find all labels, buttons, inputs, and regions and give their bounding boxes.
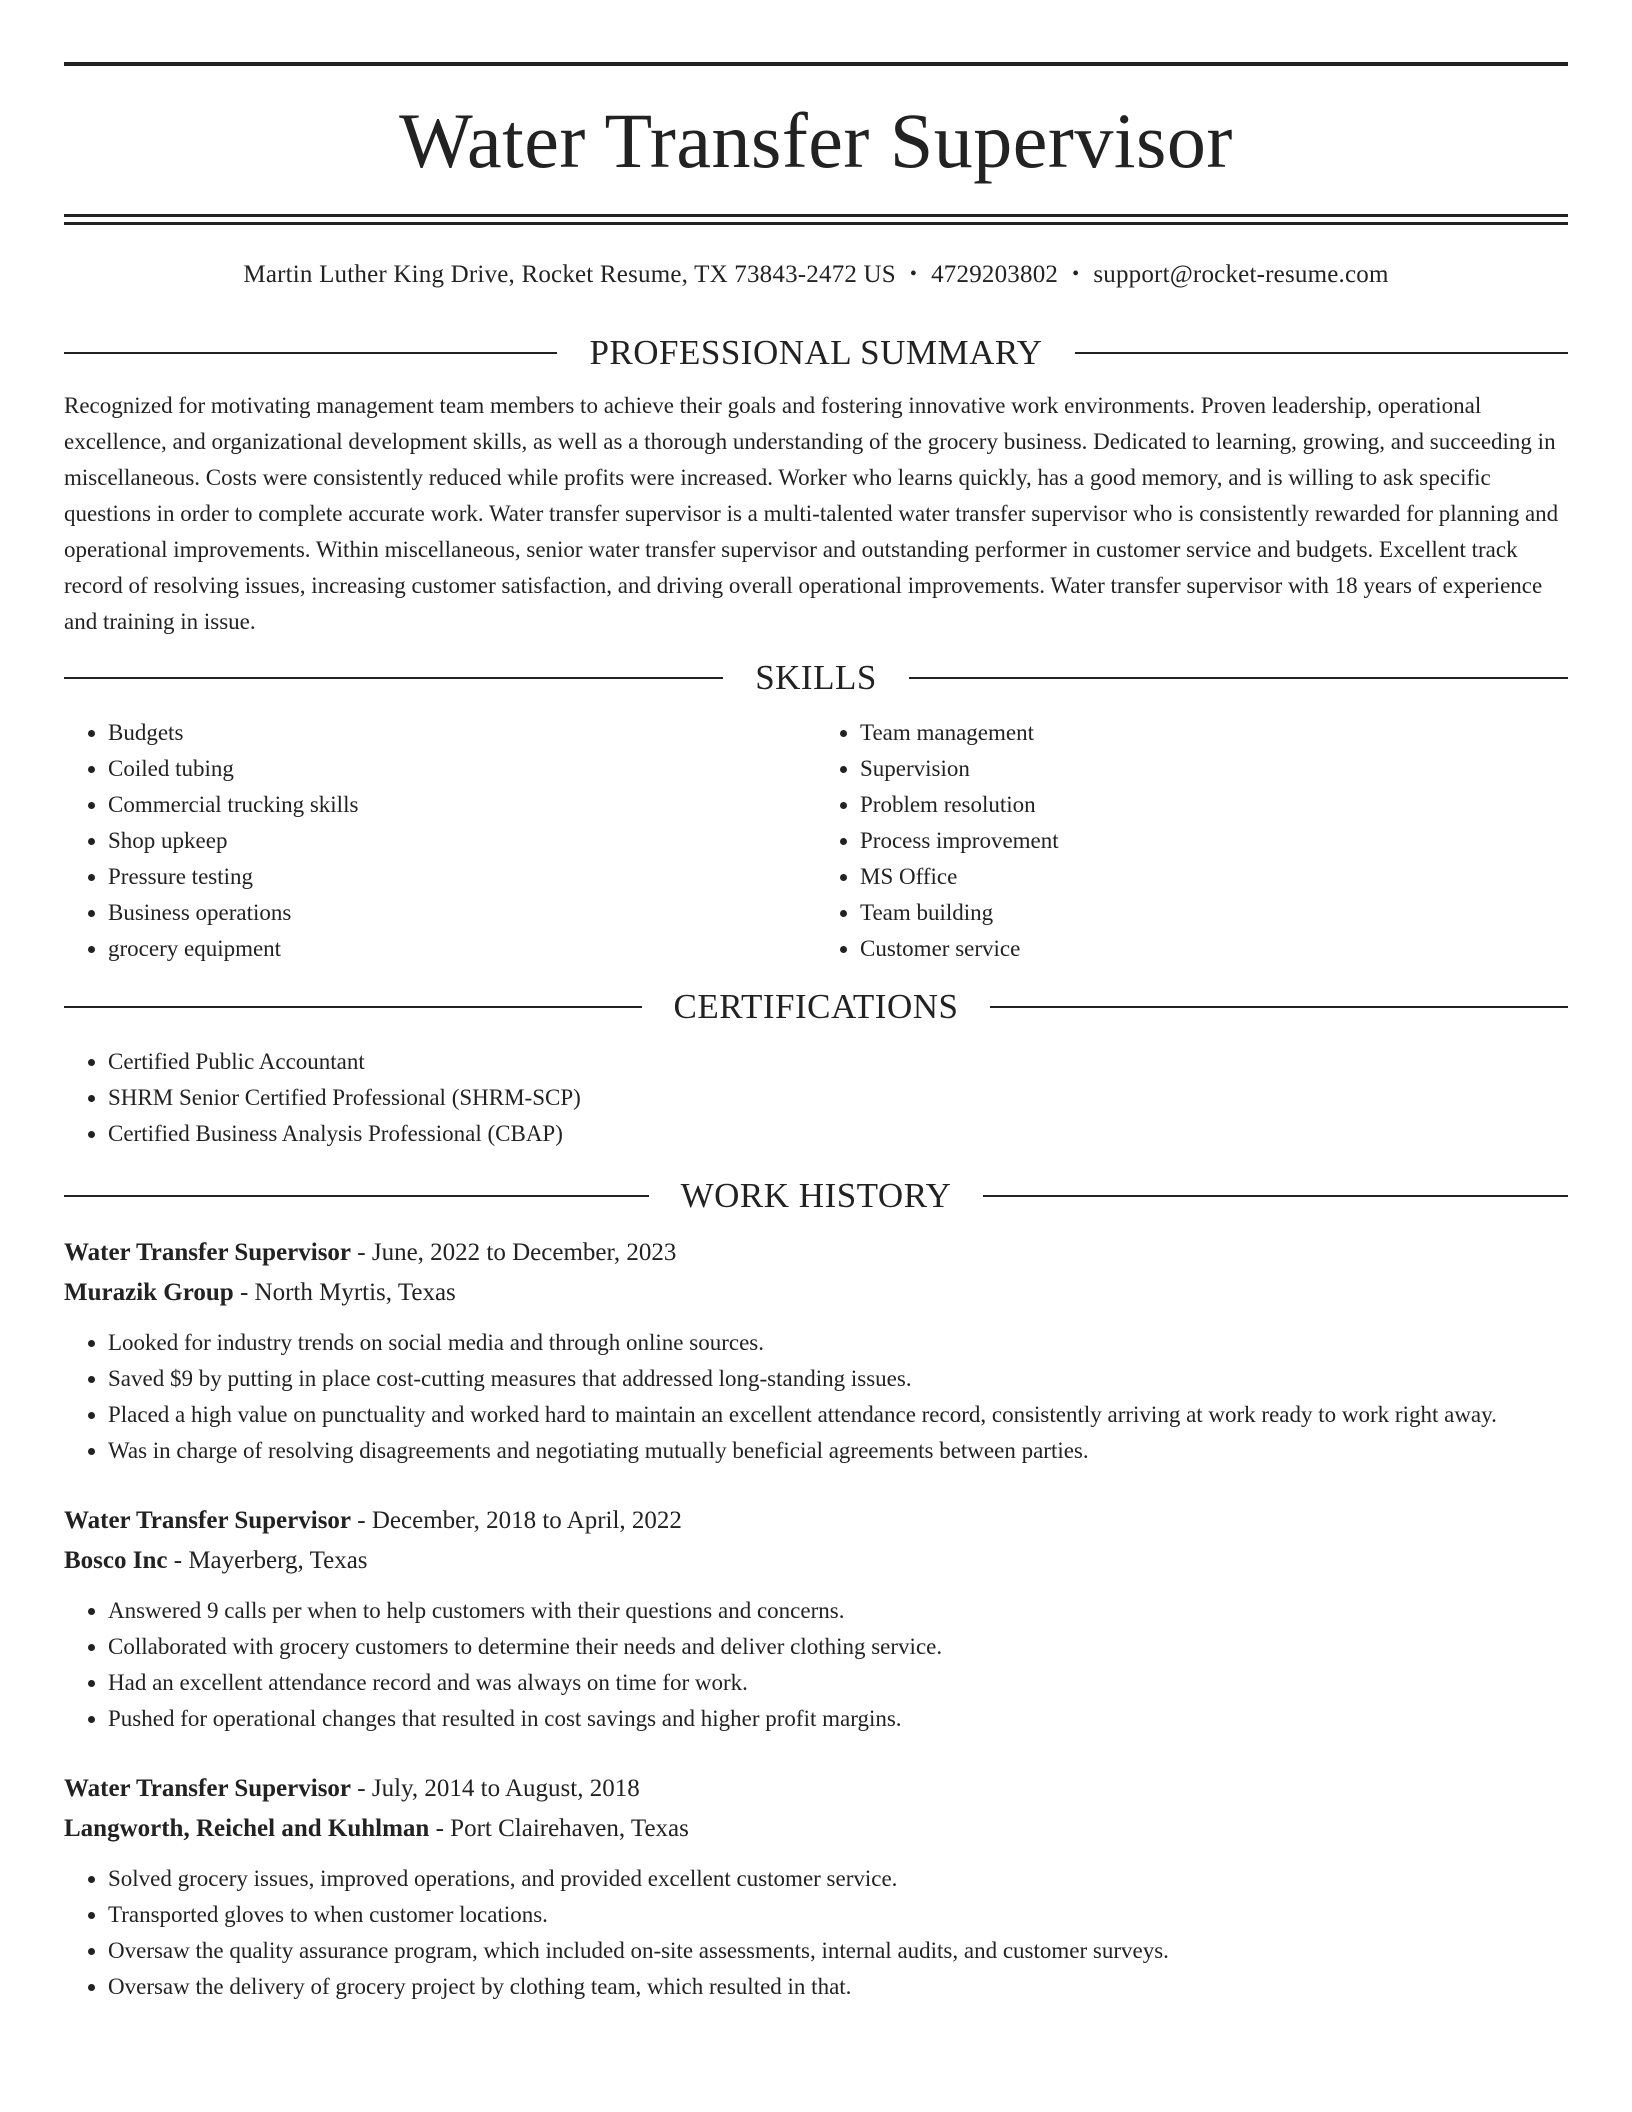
skill-item: • MS Office	[860, 859, 1568, 895]
job-dates: July, 2014 to August, 2018	[371, 1775, 640, 1802]
job-entry	[64, 1233, 1568, 1469]
certifications-title: CERTIFICATIONS	[673, 987, 959, 1026]
skill-item: • Problem resolution	[860, 787, 1568, 823]
header-top-rule	[64, 62, 1568, 66]
job-entry	[64, 1501, 1568, 1737]
job-bullet: • Answered 9 calls per when to help customers with their questions and concerns.	[108, 1593, 1568, 1629]
certification-item: • Certified Business Analysis Professional (CBAP)	[108, 1116, 1568, 1152]
resume-name: Water Transfer Supervisor	[399, 97, 1233, 184]
job-entry	[64, 1769, 1568, 2005]
job-bullet: • Oversaw the quality assurance program, which included on-site assessments, internal audits, and customer surveys.	[108, 1933, 1568, 1969]
heading-rule-left	[64, 1195, 649, 1197]
job-title-line: Water Transfer Supervisor - July, 2014 to August, 2018	[64, 1775, 640, 1802]
skill-item: • Process improvement	[860, 823, 1568, 859]
skill-item: • Team building	[860, 895, 1568, 931]
job-bullets	[64, 1325, 1568, 1469]
job-title: Water Transfer Supervisor	[64, 1239, 352, 1266]
contact-address: Martin Luther King Drive, Rocket Resume, TX 73843-2472 US	[243, 261, 896, 288]
job-company-line: Bosco Inc - Mayerberg, Texas	[64, 1547, 368, 1574]
skill-item: • Team management	[860, 715, 1568, 751]
job-location: Port Clairehaven, Texas	[450, 1815, 689, 1842]
summary-heading	[64, 335, 1568, 370]
skill-item: • Customer service	[860, 931, 1568, 967]
job-dates: December, 2018 to April, 2022	[371, 1507, 682, 1534]
job-title: Water Transfer Supervisor	[64, 1507, 352, 1534]
job-company: Langworth, Reichel and Kuhlman	[64, 1815, 430, 1842]
job-bullet: • Looked for industry trends on social media and through online sources.	[108, 1325, 1568, 1361]
header-double-rule	[64, 214, 1568, 225]
skill-item: • Coiled tubing	[108, 751, 816, 787]
job-bullets	[64, 1593, 1568, 1737]
heading-rule-right	[983, 1195, 1568, 1197]
job-bullet: • Collaborated with grocery customers to determine their needs and deliver clothing service.	[108, 1629, 1568, 1665]
job-bullet: • Had an excellent attendance record and was always on time for work.	[108, 1665, 1568, 1701]
heading-rule-left	[64, 352, 557, 354]
heading-rule-right	[990, 1006, 1568, 1008]
job-company-line: Langworth, Reichel and Kuhlman - Port Clairehaven, Texas	[64, 1815, 689, 1842]
job-company: Murazik Group	[64, 1279, 234, 1306]
heading-rule-right	[909, 677, 1568, 679]
heading-rule-left	[64, 677, 723, 679]
job-dates: June, 2022 to December, 2023	[371, 1239, 677, 1266]
skills-column-left	[64, 715, 816, 967]
certification-item: • SHRM Senior Certified Professional (SHRM-SCP)	[108, 1080, 1568, 1116]
contact-line	[64, 261, 1568, 289]
skill-item: • Shop upkeep	[108, 823, 816, 859]
skills-list	[64, 715, 1568, 967]
job-bullet: • Oversaw the delivery of grocery project by clothing team, which resulted in that.	[108, 1969, 1568, 2005]
work-history-title: WORK HISTORY	[680, 1176, 952, 1215]
job-bullet: • Pushed for operational changes that resulted in cost savings and higher profit margins.	[108, 1701, 1568, 1737]
skill-item: • Business operations	[108, 895, 816, 931]
contact-email[interactable]: support@rocket-resume.com	[1093, 261, 1389, 288]
skills-heading	[64, 660, 1568, 695]
heading-rule-left	[64, 1006, 642, 1008]
skill-item: • grocery equipment	[108, 931, 816, 967]
job-bullet: • Solved grocery issues, improved operations, and provided excellent customer service.	[108, 1861, 1568, 1897]
job-bullet: • Saved $9 by putting in place cost-cutting measures that addressed long-standing issues.	[108, 1361, 1568, 1397]
skill-item: • Pressure testing	[108, 859, 816, 895]
job-bullet: • Placed a high value on punctuality and worked hard to maintain an excellent attendance record, consistently arriving at work ready to work right away.	[108, 1397, 1568, 1433]
job-location: North Myrtis, Texas	[254, 1279, 456, 1306]
job-bullet: • Was in charge of resolving disagreements and negotiating mutually beneficial agreements between parties.	[108, 1433, 1568, 1469]
skill-item: • Supervision	[860, 751, 1568, 787]
contact-phone: 4729203802	[931, 261, 1059, 288]
skills-title: SKILLS	[755, 658, 877, 697]
contact-separator: •	[1072, 263, 1080, 285]
contact-separator: •	[909, 263, 918, 285]
certifications-heading	[64, 989, 1568, 1024]
summary-title: PROFESSIONAL SUMMARY	[589, 333, 1043, 372]
job-title-line: Water Transfer Supervisor - June, 2022 to December, 2023	[64, 1239, 677, 1266]
skills-column-right	[816, 715, 1568, 967]
job-bullets	[64, 1861, 1568, 2005]
job-title: Water Transfer Supervisor	[64, 1775, 352, 1802]
job-bullet: • Transported gloves to when customer locations.	[108, 1897, 1568, 1933]
job-company-line: Murazik Group - North Myrtis, Texas	[64, 1279, 456, 1306]
skill-item: • Commercial trucking skills	[108, 787, 816, 823]
certification-item: • Certified Public Accountant	[108, 1044, 1568, 1080]
certifications-list	[64, 1044, 1568, 1152]
job-company: Bosco Inc	[64, 1547, 168, 1574]
summary-text: Recognized for motivating management team members to achieve their goals and fostering innovative work environments. Proven leadership, operational excellence, and organizational development skills, as well as a thorough understanding of the grocery business. Dedicated to learning, growing, and succeeding in miscellaneous. Costs were consistently reduced while profits were increased. Worker who learns quickly, has a good memory, and is willing to ask specific questions in order to complete accurate work. Water transfer supervisor is a multi-talented water transfer supervisor who is consistently rewarded for planning and operational improvements. Within miscellaneous, senior water transfer supervisor and outstanding performer in customer service and budgets. Excellent track record of resolving issues, increasing customer satisfaction, and driving overall operational improvements. Water transfer supervisor with 18 years of experience and training in issue.	[64, 393, 1559, 634]
job-title-line: Water Transfer Supervisor - December, 2018 to April, 2022	[64, 1507, 682, 1534]
job-location: Mayerberg, Texas	[188, 1547, 368, 1574]
work-history-heading	[64, 1178, 1568, 1213]
heading-rule-right	[1075, 352, 1568, 354]
skill-item: • Budgets	[108, 715, 816, 751]
